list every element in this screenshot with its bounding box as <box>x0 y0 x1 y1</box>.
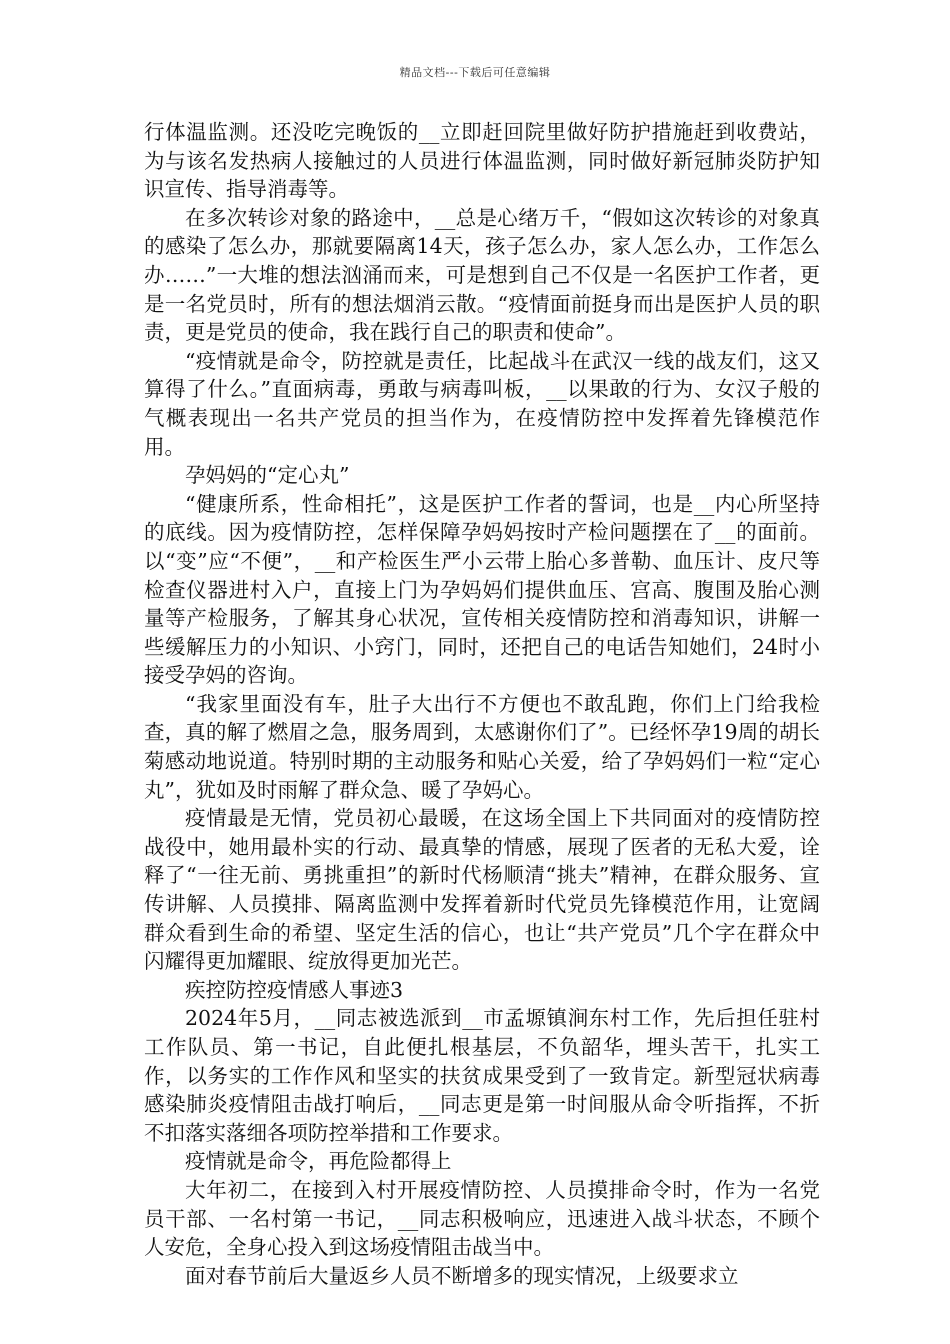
section-heading-shiji-3: 疾控防控疫情感人事迹3 <box>185 977 404 1002</box>
paragraph-1: 行体温监测。还没吃完晚饭的__立即赶回院里做好防护措施赶到收费站，为与该名发热病人接触过的人员进行体温监测，同时做好新冠肺炎防护知识宣传、指导消毒等。 <box>144 120 820 202</box>
section-heading-dingxinwan: 孕妈妈的“定心丸” <box>185 463 350 488</box>
paragraph-2: 在多次转诊对象的路途中，__总是心绪万千，“假如这次转诊的对象真的感染了怎么办，那就要隔离14天，孩子怎么办，家人怎么办，工作怎么办……”一大堆的想法汹涌而来，可是想到自己不仅是一名医护工作者，更是一名党员时，所有的想法烟消云散。“疫情面前挺身而出是医护人员的职责，更是党员的使命，我在践行自己的职责和使命”。 <box>144 205 820 345</box>
document-body <box>144 118 820 1290</box>
paragraph-7: 2024年5月，__同志被选派到__市孟塬镇涧东村工作，先后担任驻村工作队员、第一书记，自此便扎根基层，不负韶华，埋头苦干，扎实工作，以务实的工作作风和坚实的扶贫成果受到了一致肯定。新型冠状病毒感染肺炎疫情阻击战打响后，__同志更是第一时间服从命令听指挥，不折不扣落实落细各项防控举措和工作要求。 <box>144 1006 820 1145</box>
paragraph-3: “疫情就是命令，防控就是责任，比起战斗在武汉一线的战友们，这又算得了什么。”直面病毒，勇敢与病毒叫板，__以果敢的行为、女汉子般的气概表现出一名共产党员的担当作为，在疫情防控中发挥着先锋模范作用。 <box>144 348 820 459</box>
paragraph-8: 大年初二，在接到入村开展疫情防控、人员摸排命令时，作为一名党员干部、一名村第一书记，__同志积极响应，迅速进入战斗状态，不顾个人安危，全身心投入到这场疫情阻击战当中。 <box>144 1177 820 1260</box>
paragraph-4: “健康所系，性命相托”，这是医护工作者的誓词，也是__内心所坚持的底线。因为疫情防控，怎样保障孕妈妈按时产检问题摆在了__的面前。以“变”应“不便”，__和产检医生严小云带上胎心多普勒、血压计、皮尺等检查仪器进村入户，直接上门为孕妈妈们提供血压、宫高、腹围及胎心测量等产检服务，了解其身心状况，宣传相关疫情防控和消毒知识，讲解一些缓解压力的小知识、小窍门，同时，还把自己的电话告知她们，24时小接受孕妈的咨询。 <box>144 491 820 688</box>
paragraph-9: 面对春节前后大量返乡人员不断增多的现实情况，上级要求立 <box>185 1263 739 1288</box>
paragraph-5: “我家里面没有车，肚子大出行不方便也不敢乱跑，你们上门给我检查，真的解了燃眉之急，服务周到，太感谢你们了”。已经怀孕19周的胡长菊感动地说道。特别时期的主动服务和贴心关爱，给了孕妈妈们一粒“定心丸”，犹如及时雨解了群众急、暖了孕妈心。 <box>144 691 820 802</box>
section-heading-mingling: 疫情就是命令，再危险都得上 <box>185 1149 452 1174</box>
page-header: 精品文档---下载后可任意编辑 <box>399 66 551 79</box>
paragraph-6: 疫情最是无情，党员初心最暖，在这场全国上下共同面对的疫情防控战役中，她用最朴实的行动、最真挚的情感，展现了医者的无私大爱，诠释了“一往无前、勇挑重担”的新时代杨顺清“挑夫”精神，在群众服务、宣传讲解、人员摸排、隔离监测中发挥着新时代党员先锋模范作用，让宽阔群众看到生命的希望、坚定生活的信心，也让“共产党员”几个字在群众中闪耀得更加耀眼、绽放得更加光芒。 <box>144 806 820 974</box>
